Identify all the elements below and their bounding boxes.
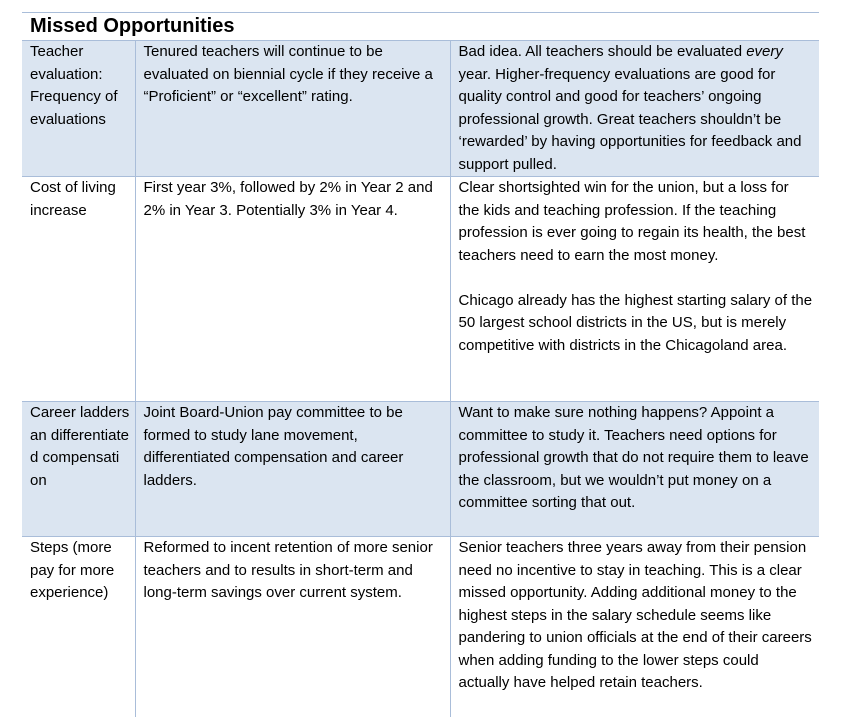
- table-row: [22, 402, 819, 537]
- comment-emphasis: every: [746, 43, 783, 60]
- comment-paragraph: Clear shortsighted win for the union, but a loss for the kids and teaching profession. If the teaching profession is ever going to regain its health, the best teachers need to earn the most money.: [458, 179, 806, 264]
- table-row: [22, 537, 819, 717]
- topic-cell: Cost of living increase: [22, 177, 135, 402]
- opportunities-table: [22, 41, 819, 717]
- outcome-cell: Reformed to incent retention of more senior teachers and to results in short-term and long-term savings over current system.: [135, 537, 450, 717]
- outcome-cell: First year 3%, followed by 2% in Year 2 and 2% in Year 3. Potentially 3% in Year 4.: [135, 177, 450, 402]
- document: [22, 12, 819, 717]
- topic-cell: Teacher evaluation: Frequency of evaluations: [22, 41, 135, 177]
- comment-cell: Senior teachers three years away from their pension need no incentive to stay in teaching. This is a clear missed opportunity. Adding additional money to the highest steps in the salary schedule seems like pandering to union officials at the end of their careers when adding funding to the lower steps could actually have helped retain teachers.: [450, 537, 819, 717]
- table-title: Missed Opportunities: [22, 12, 819, 41]
- comment-cell: [450, 177, 819, 402]
- outcome-cell: Joint Board-Union pay committee to be formed to study lane movement, differentiated compensation and career ladders.: [135, 402, 450, 537]
- comment-cell: [450, 41, 819, 177]
- comment-paragraph: Chicago already has the highest starting salary of the 50 largest school districts in the US, but is merely competitive with districts in the Chicagoland area.: [458, 291, 813, 354]
- topic-cell: Career ladders an differentiate d compensati on: [22, 402, 135, 537]
- comment-text: year. Higher-frequency evaluations are good for quality control and good for teachers’ ongoing professional growth. Great teachers shouldn’t be ‘rewarded’ by having opportunities for feedback and support pulled.: [458, 65, 802, 173]
- topic-cell: Steps (more pay for more experience): [30, 539, 115, 601]
- table-row: [22, 41, 819, 177]
- outcome-cell: Tenured teachers will continue to be evaluated on biennial cycle if they receive a “Proficient” or “excellent” rating.: [135, 41, 450, 177]
- comment-cell: Want to make sure nothing happens? Appoint a committee to study it. Teachers need options for professional growth that do not require them to leave the classroom, but we wouldn’t put money on a committee sorting that out.: [450, 402, 819, 537]
- table-row: [22, 177, 819, 402]
- comment-text: Bad idea. All teachers should be evaluated: [458, 43, 747, 60]
